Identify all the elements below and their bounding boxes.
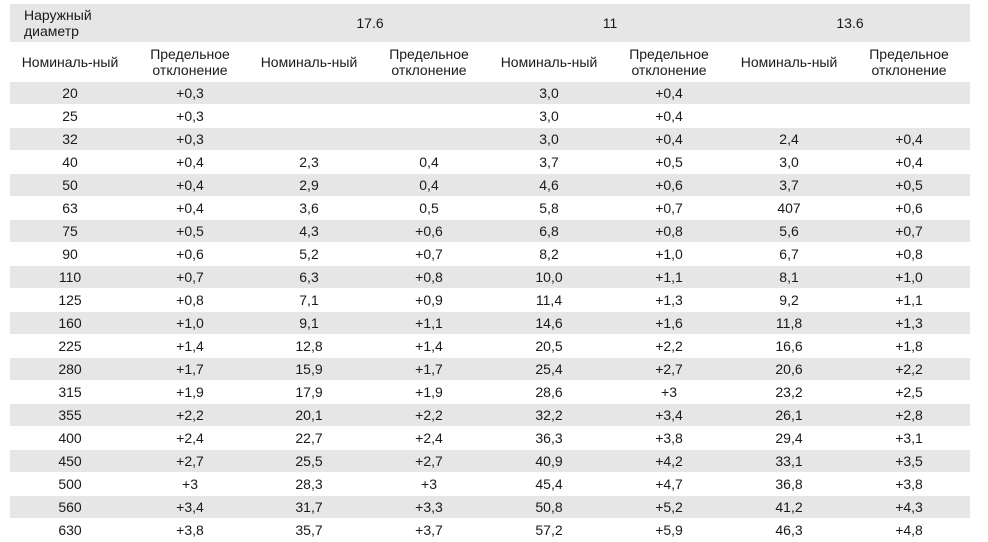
deviation-header: Предельное отклонение xyxy=(368,42,490,82)
table-cell: 20,1 xyxy=(250,404,368,427)
table-cell: +1,1 xyxy=(895,292,923,308)
table-row xyxy=(10,427,970,450)
table-cell: 225 xyxy=(58,338,82,354)
group-header-sdr-17-6: 17.6 xyxy=(250,4,490,42)
table-cell: 3,6 xyxy=(299,200,319,216)
table-cell: 14,6 xyxy=(490,312,608,335)
table-row xyxy=(10,197,970,220)
table-cell: 20,5 xyxy=(535,338,563,354)
table-cell: 22,7 xyxy=(295,430,323,446)
table-cell: 450 xyxy=(10,450,130,473)
table-cell: +0,4 xyxy=(176,154,204,170)
table-cell: 2,4 xyxy=(730,128,848,151)
dimensions-table-container xyxy=(10,4,970,542)
table-cell: +1,9 xyxy=(176,384,204,400)
table-cell: 3,7 xyxy=(730,174,848,197)
table-cell: 3,7 xyxy=(539,154,559,170)
table-cell: 25 xyxy=(62,108,78,124)
table-cell: +0,5 xyxy=(655,154,683,170)
table-row xyxy=(10,381,970,404)
table-cell: 20 xyxy=(10,82,130,105)
table-row xyxy=(10,151,970,174)
table-cell xyxy=(368,82,490,105)
table-cell: +1,4 xyxy=(415,338,443,354)
table-cell: 36,8 xyxy=(775,476,803,492)
table-cell: +0,4 xyxy=(895,154,923,170)
table-cell: 407 xyxy=(777,200,801,216)
table-cell: +1,8 xyxy=(895,338,923,354)
table-cell: +0,4 xyxy=(130,174,250,197)
table-row xyxy=(10,358,970,381)
table-cell: +3,1 xyxy=(895,430,923,446)
table-cell: 10,0 xyxy=(490,266,608,289)
table-row xyxy=(10,450,970,473)
table-cell: 57,2 xyxy=(535,522,563,538)
table-cell xyxy=(848,105,970,128)
table-row xyxy=(10,243,970,266)
table-cell: 35,7 xyxy=(295,522,323,538)
nominal-header: Номиналь-ный xyxy=(490,42,608,82)
table-cell: +1,3 xyxy=(655,292,683,308)
table-cell: +0,7 xyxy=(130,266,250,289)
table-cell: +1,6 xyxy=(608,312,730,335)
outer-diameter-header: Наружный диаметр xyxy=(10,4,130,42)
table-cell: +0,4 xyxy=(176,200,204,216)
table-cell: 6,8 xyxy=(490,220,608,243)
table-row xyxy=(10,404,970,427)
table-cell: +2,2 xyxy=(655,338,683,354)
table-cell: 50,8 xyxy=(490,496,608,519)
table-cell: +3,8 xyxy=(176,522,204,538)
table-cell: 630 xyxy=(58,522,82,538)
table-cell: +0,3 xyxy=(130,82,250,105)
table-cell: 15,9 xyxy=(250,358,368,381)
table-cell: +1,0 xyxy=(848,266,970,289)
table-cell xyxy=(848,82,970,105)
table-cell: +4,8 xyxy=(895,522,923,538)
table-cell: 29,4 xyxy=(775,430,803,446)
table-cell: 75 xyxy=(10,220,130,243)
table-row xyxy=(10,128,970,151)
table-cell: 4,3 xyxy=(250,220,368,243)
table-cell xyxy=(250,105,368,128)
table-cell: 8,2 xyxy=(539,246,559,262)
table-cell: 400 xyxy=(58,430,82,446)
table-cell: 3,0 xyxy=(490,128,608,151)
table-cell: 12,8 xyxy=(295,338,323,354)
table-row xyxy=(10,496,970,519)
table-cell: 315 xyxy=(58,384,82,400)
table-cell xyxy=(368,128,490,151)
table-cell: 20,6 xyxy=(730,358,848,381)
table-cell: 9,2 xyxy=(779,292,799,308)
table-cell: 500 xyxy=(58,476,82,492)
table-cell: +2,2 xyxy=(130,404,250,427)
table-cell: +3,3 xyxy=(368,496,490,519)
table-body xyxy=(10,82,970,542)
table-cell: +1,1 xyxy=(368,312,490,335)
table-cell: +2,7 xyxy=(608,358,730,381)
table-cell: 25,4 xyxy=(490,358,608,381)
table-cell: +0,4 xyxy=(655,108,683,124)
table-cell: +2,4 xyxy=(415,430,443,446)
table-cell: 3,0 xyxy=(779,154,799,170)
header-row-groups xyxy=(10,4,970,42)
table-cell: 40,9 xyxy=(490,450,608,473)
table-cell: +0,8 xyxy=(608,220,730,243)
table-cell: +2,2 xyxy=(848,358,970,381)
table-cell xyxy=(250,82,368,105)
table-row xyxy=(10,335,970,358)
table-row xyxy=(10,266,970,289)
table-cell: 33,1 xyxy=(730,450,848,473)
table-cell: 36,3 xyxy=(535,430,563,446)
table-cell: +1,9 xyxy=(415,384,443,400)
deviation-header: Предельное отклонение xyxy=(608,42,730,82)
table-cell: 28,6 xyxy=(535,384,563,400)
table-cell: +0,8 xyxy=(176,292,204,308)
table-cell: 560 xyxy=(10,496,130,519)
table-cell: +3 xyxy=(661,384,677,400)
group-header-sdr-13-6: 13.6 xyxy=(730,4,970,42)
table-cell: 11,4 xyxy=(535,292,563,308)
table-cell: +5,9 xyxy=(655,522,683,538)
table-cell: +0,4 xyxy=(608,82,730,105)
table-cell: 3,0 xyxy=(490,82,608,105)
table-row xyxy=(10,220,970,243)
table-row xyxy=(10,312,970,335)
table-cell: +2,5 xyxy=(895,384,923,400)
table-cell: +5,2 xyxy=(608,496,730,519)
table-row xyxy=(10,289,970,312)
table-cell: +0,5 xyxy=(848,174,970,197)
table-cell: 41,2 xyxy=(730,496,848,519)
table-cell: +1,3 xyxy=(848,312,970,335)
table-cell: +3,7 xyxy=(415,522,443,538)
table-cell: +2,7 xyxy=(130,450,250,473)
table-cell: +4,2 xyxy=(608,450,730,473)
table-cell xyxy=(368,105,490,128)
table-cell: 5,2 xyxy=(299,246,319,262)
table-row xyxy=(10,174,970,197)
table-cell: +1,7 xyxy=(368,358,490,381)
table-cell: 16,6 xyxy=(775,338,803,354)
table-cell: +0,6 xyxy=(895,200,923,216)
table-cell: 23,2 xyxy=(775,384,803,400)
table-cell: 110 xyxy=(10,266,130,289)
table-cell: +0,8 xyxy=(895,246,923,262)
table-cell: +1,1 xyxy=(608,266,730,289)
table-cell: +3,8 xyxy=(895,476,923,492)
table-cell: +0,4 xyxy=(848,128,970,151)
table-cell: +1,7 xyxy=(130,358,250,381)
deviation-header: Предельное отклонение xyxy=(848,42,970,82)
table-cell: 5,6 xyxy=(730,220,848,243)
table-cell: 0,5 xyxy=(419,200,439,216)
table-cell: 4,6 xyxy=(490,174,608,197)
table-cell: +1,4 xyxy=(176,338,204,354)
table-cell: +0,6 xyxy=(368,220,490,243)
nominal-header: Номиналь-ный xyxy=(10,42,130,82)
table-cell: +0,6 xyxy=(608,174,730,197)
table-cell: 5,8 xyxy=(539,200,559,216)
table-cell: +0,9 xyxy=(415,292,443,308)
table-cell: +0,5 xyxy=(130,220,250,243)
table-cell: 26,1 xyxy=(730,404,848,427)
table-cell: +3 xyxy=(421,476,437,492)
table-cell: +4,3 xyxy=(848,496,970,519)
table-row xyxy=(10,519,970,542)
table-cell: 6,3 xyxy=(250,266,368,289)
table-cell: +4,7 xyxy=(655,476,683,492)
table-cell: +0,7 xyxy=(848,220,970,243)
table-cell: 50 xyxy=(10,174,130,197)
table-cell: 8,1 xyxy=(730,266,848,289)
table-cell: +0,4 xyxy=(608,128,730,151)
table-cell: +0,3 xyxy=(130,128,250,151)
nominal-header: Номиналь-ный xyxy=(250,42,368,82)
table-cell: +0,6 xyxy=(176,246,204,262)
table-cell: +0,7 xyxy=(415,246,443,262)
table-cell: 0,4 xyxy=(419,154,439,170)
table-cell: +0,7 xyxy=(655,200,683,216)
table-cell: 3,0 xyxy=(539,108,559,124)
table-cell: 280 xyxy=(10,358,130,381)
table-cell: 32 xyxy=(10,128,130,151)
table-cell: +2,2 xyxy=(368,404,490,427)
table-header xyxy=(10,4,970,82)
table-cell: 125 xyxy=(58,292,82,308)
table-cell: +3 xyxy=(182,476,198,492)
table-cell: +3,4 xyxy=(608,404,730,427)
table-cell: 63 xyxy=(62,200,78,216)
table-cell xyxy=(250,128,368,151)
table-cell: +0,8 xyxy=(368,266,490,289)
table-row xyxy=(10,473,970,496)
group-header-sdr-11: 11 xyxy=(490,4,730,42)
table-cell: +2,7 xyxy=(368,450,490,473)
table-cell: 6,7 xyxy=(779,246,799,262)
pipe-dimensions-table xyxy=(10,4,970,542)
table-cell: 31,7 xyxy=(250,496,368,519)
table-cell: 25,5 xyxy=(250,450,368,473)
table-cell: 0,4 xyxy=(368,174,490,197)
table-cell: +2,8 xyxy=(848,404,970,427)
table-cell xyxy=(730,105,848,128)
table-cell: +1,0 xyxy=(130,312,250,335)
table-cell: 28,3 xyxy=(295,476,323,492)
table-cell: +3,4 xyxy=(130,496,250,519)
table-cell: +2,4 xyxy=(176,430,204,446)
header-row-subcolumns xyxy=(10,42,970,82)
nominal-header: Номиналь-ный xyxy=(730,42,848,82)
table-cell: 7,1 xyxy=(299,292,319,308)
table-cell xyxy=(730,82,848,105)
table-cell: 40 xyxy=(62,154,78,170)
table-cell: 90 xyxy=(62,246,78,262)
table-cell: 46,3 xyxy=(775,522,803,538)
table-cell: 32,2 xyxy=(490,404,608,427)
table-cell: +3,5 xyxy=(848,450,970,473)
table-cell: +0,3 xyxy=(176,108,204,124)
table-cell: 2,9 xyxy=(250,174,368,197)
table-cell: 160 xyxy=(10,312,130,335)
table-cell: 11,8 xyxy=(730,312,848,335)
header-spacer xyxy=(130,4,250,42)
table-row xyxy=(10,82,970,105)
table-cell: 9,1 xyxy=(250,312,368,335)
table-cell: 2,3 xyxy=(299,154,319,170)
table-cell: 17,9 xyxy=(295,384,323,400)
table-cell: 45,4 xyxy=(535,476,563,492)
deviation-header: Предельное отклонение xyxy=(130,42,250,82)
table-cell: +3,8 xyxy=(655,430,683,446)
table-row xyxy=(10,105,970,128)
table-cell: 355 xyxy=(10,404,130,427)
table-cell: +1,0 xyxy=(655,246,683,262)
